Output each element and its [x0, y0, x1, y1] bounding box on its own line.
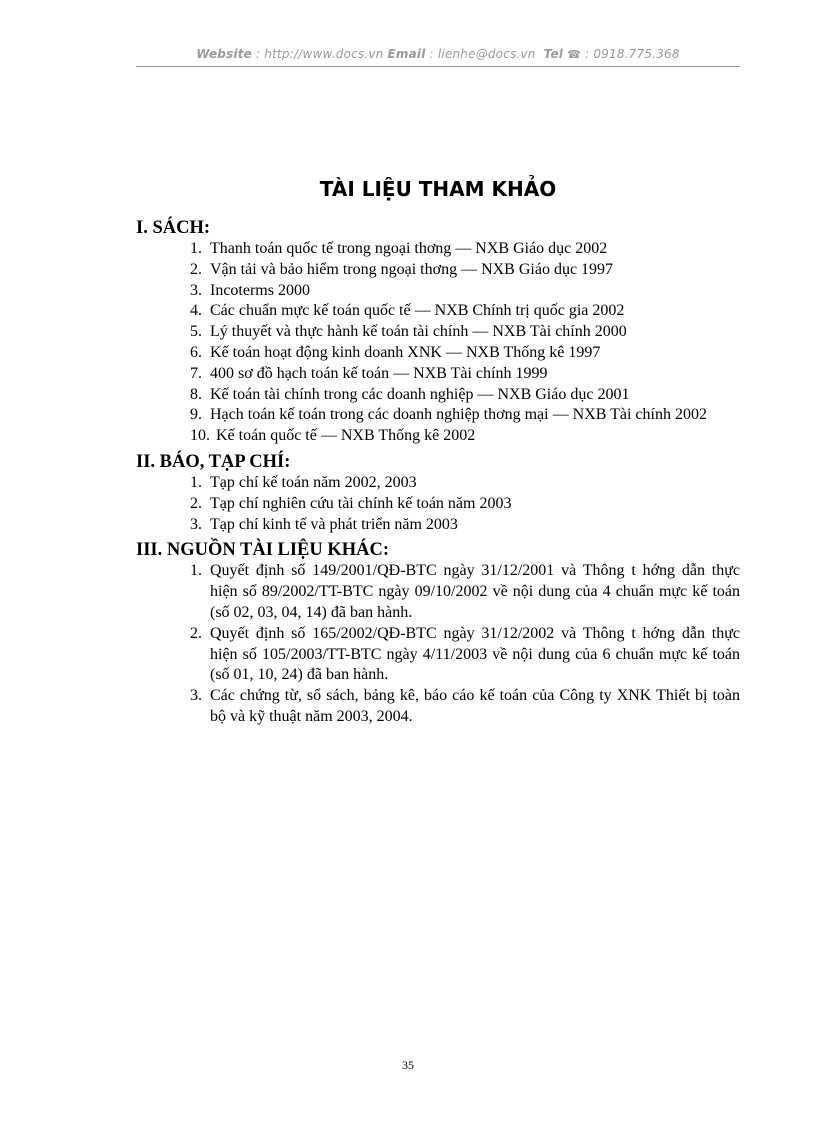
item-number: 2. — [190, 494, 202, 512]
section-items — [136, 473, 740, 535]
item-number: 3. — [190, 515, 202, 533]
section-heading: II. BÁO, TẠP CHÍ: — [136, 451, 291, 472]
list-item — [136, 301, 740, 322]
email-separator: : — [425, 47, 438, 61]
item-text: 400 sơ đồ hạch toán kế toán — NXB Tài chính 1999 — [210, 364, 548, 382]
list-item — [136, 426, 740, 447]
item-number: 9. — [190, 406, 202, 424]
list-item — [136, 686, 740, 728]
website-url[interactable]: http://www.docs.vn — [264, 47, 384, 61]
item-text: Tạp chí kế toán năm 2002, 2003 — [210, 473, 417, 491]
item-number: 8. — [190, 385, 202, 403]
tel-label: Tel — [543, 47, 564, 61]
item-text: Thanh toán quốc tế trong ngoại thơng — NXB Giáo dục 2002 — [210, 240, 608, 257]
item-number: 2. — [190, 624, 202, 642]
list-item — [136, 515, 740, 536]
item-text: Các chứng từ, sổ sách, bảng kê, báo cáo kế toán của Công ty XNK Thiết bị toàn bộ và kỹ thuật năm 2003, 2004. — [210, 687, 740, 725]
document-title: TÀI LIỆU THAM KHẢO — [319, 177, 557, 201]
item-number: 5. — [190, 323, 202, 341]
item-number: 3. — [190, 687, 202, 705]
page-header — [136, 47, 740, 61]
list-item — [136, 405, 740, 426]
list-item — [136, 260, 740, 281]
list-item — [136, 494, 740, 515]
page-number: 35 — [402, 1058, 414, 1072]
reference-list — [136, 217, 740, 728]
item-number: 3. — [190, 281, 202, 299]
list-item — [136, 561, 740, 623]
list-item — [136, 322, 740, 343]
item-number: 2. — [190, 260, 202, 278]
tel-number: 0918.775.368 — [593, 47, 680, 61]
section-heading: I. SÁCH: — [136, 218, 211, 238]
item-text: Hạch toán kế toán trong các doanh nghiệp thơng mại — NXB Tài chính 2002 — [210, 406, 707, 424]
item-number: 1. — [190, 240, 202, 257]
item-text: Tạp chí nghiên cứu tài chính kế toán năm 2003 — [210, 494, 512, 512]
list-item — [136, 281, 740, 302]
list-item — [136, 239, 740, 260]
item-text: Các chuẩn mực kế toán quốc tế — NXB Chính trị quốc gia 2002 — [210, 302, 625, 320]
section-items — [136, 561, 740, 727]
website-label: Website — [196, 47, 253, 61]
list-item — [136, 343, 740, 364]
item-text: Quyết định số 149/2001/QĐ-BTC ngày 31/12/2001 và Thông t hớng dẫn thực hiện số 89/2002/TT-BTC ngày 09/10/2002 về nội dung của 4 chuẩn mực kế toán (số 02, 03, 04, 14) đã ban hành. — [210, 562, 740, 621]
list-item — [136, 385, 740, 406]
email-label: Email — [387, 47, 426, 61]
item-text: Tạp chí kinh tế và phát triển năm 2003 — [210, 515, 458, 533]
item-number: 6. — [190, 343, 202, 361]
website-separator: : — [252, 47, 265, 61]
list-item — [136, 473, 740, 494]
list-item — [136, 364, 740, 385]
section-items — [136, 239, 740, 447]
item-text: Lý thuyết và thực hành kế toán tài chính — NXB Tài chính 2000 — [210, 323, 627, 341]
item-text: Incoterms 2000 — [210, 281, 310, 299]
item-text: Vận tải và bảo hiểm trong ngoại thơng — NXB Giáo dục 1997 — [210, 260, 614, 278]
item-number: 10. — [190, 427, 210, 445]
section-heading: III. NGUỒN TÀI LIỆU KHÁC: — [136, 540, 390, 561]
item-text: Kế toán quốc tế — NXB Thống kê 2002 — [216, 427, 476, 445]
email-address[interactable]: lienhe@docs.vn — [437, 47, 536, 61]
item-number: 4. — [190, 302, 202, 320]
list-item — [136, 624, 740, 686]
tel-separator: : — [581, 47, 594, 61]
item-number: 1. — [190, 473, 202, 491]
item-number: 7. — [190, 364, 202, 382]
item-text: Kế toán hoạt động kinh doanh XNK — NXB Thống kê 1997 — [210, 343, 601, 361]
header-divider — [136, 66, 740, 67]
item-text: Quyết định số 165/2002/QĐ-BTC ngày 31/12/2002 và Thông t hớng dẫn thực hiện số 105/2003/TT-BTC ngày 4/11/2003 về nội dung của 6 chuẩn mực kế toán (số 01, 10, 24) đã ban hành. — [210, 624, 740, 684]
phone-icon: ☎ — [567, 48, 582, 61]
item-text: Kế toán tài chính trong các doanh nghiệp — NXB Giáo dục 2001 — [210, 385, 630, 403]
item-number: 1. — [190, 562, 202, 580]
